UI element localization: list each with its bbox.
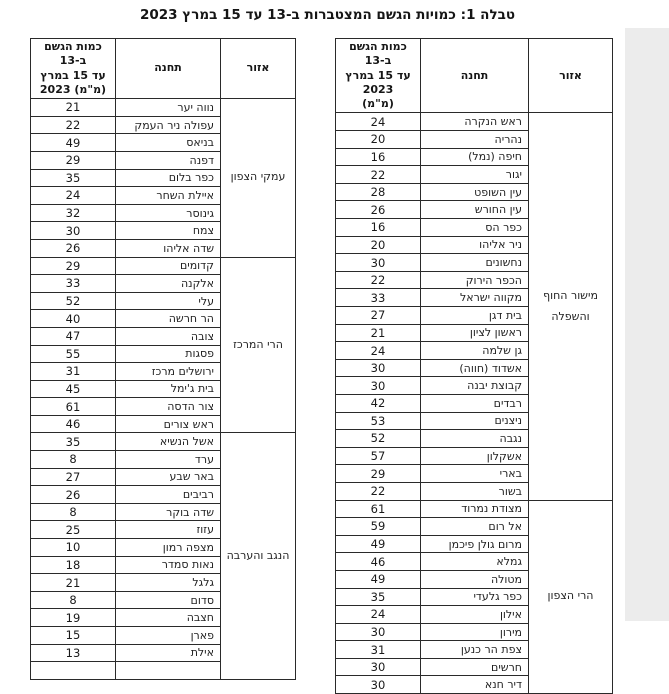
amount-header-line: 2023 (מ"מ) (39, 82, 107, 96)
station-cell: קדומים (116, 257, 221, 275)
amount-cell: 55 (31, 345, 116, 363)
amount-cell (31, 662, 116, 680)
station-cell: צפת הר כנען (421, 641, 529, 659)
amount-cell: 33 (31, 275, 116, 293)
station-cell: אילון (421, 606, 529, 624)
amount-cell: 47 (31, 327, 116, 345)
station-cell: איילת השחר (116, 187, 221, 205)
amount-cell: 30 (336, 676, 421, 694)
amount-cell: 30 (336, 658, 421, 676)
station-cell: אשקלון (421, 447, 529, 465)
station-cell: נגבה (421, 430, 529, 448)
amount-cell: 22 (336, 166, 421, 184)
table-row (31, 257, 296, 275)
rain-table-right (335, 38, 613, 694)
amount-cell: 35 (31, 169, 116, 187)
station-cell: מקווה ישראל (421, 289, 529, 307)
station-cell: כפר גלעדי (421, 588, 529, 606)
amount-cell: 30 (336, 254, 421, 272)
amount-cell: 30 (336, 377, 421, 395)
station-cell: צובה (116, 327, 221, 345)
station-cell: עפולה ניר העמק (116, 116, 221, 134)
amount-cell: 29 (31, 151, 116, 169)
station-cell: דיר חנא (421, 676, 529, 694)
amount-cell: 31 (31, 363, 116, 381)
amount-cell: 35 (336, 588, 421, 606)
table-row (336, 113, 613, 131)
region-cell: עמקי הצפון (221, 99, 296, 257)
station-cell: כפר הס (421, 219, 529, 237)
amount-cell: 30 (31, 222, 116, 240)
station-cell (116, 662, 221, 680)
station-cell: אלקנה (116, 275, 221, 293)
station-cell: עזוז (116, 521, 221, 539)
station-cell: מטולה (421, 570, 529, 588)
station-cell: בארי (421, 465, 529, 483)
amount-cell: 35 (31, 433, 116, 451)
station-cell: חיפה (נמל) (421, 148, 529, 166)
amount-cell: 21 (336, 324, 421, 342)
amount-cell: 22 (336, 271, 421, 289)
amount-cell: 61 (336, 500, 421, 518)
station-cell: ניר אליהו (421, 236, 529, 254)
amount-cell: 10 (31, 539, 116, 557)
station-column-header: תחנה (116, 39, 221, 99)
station-cell: ירושלים מרכז (116, 363, 221, 381)
amount-cell: 22 (336, 482, 421, 500)
station-cell: גן שלמה (421, 342, 529, 360)
amount-cell: 57 (336, 447, 421, 465)
amount-cell: 15 (31, 627, 116, 645)
amount-cell: 29 (31, 257, 116, 275)
amount-column-header (336, 39, 421, 113)
station-cell: חרשים (421, 658, 529, 676)
amount-cell: 27 (31, 468, 116, 486)
station-cell: צור הדסה (116, 398, 221, 416)
amount-cell: 16 (336, 148, 421, 166)
station-cell: נאות סמדר (116, 556, 221, 574)
rain-table-left (30, 38, 296, 680)
amount-cell: 21 (31, 99, 116, 117)
station-cell: פסגות (116, 345, 221, 363)
amount-cell: 8 (31, 503, 116, 521)
station-cell: בניאס (116, 134, 221, 152)
station-cell: רבדים (421, 394, 529, 412)
station-cell: ראש הנקרה (421, 113, 529, 131)
amount-cell: 22 (31, 116, 116, 134)
amount-cell: 29 (336, 465, 421, 483)
table-row (31, 433, 296, 451)
station-cell: נווה יער (116, 99, 221, 117)
region-cell: הרי המרכז (221, 257, 296, 433)
amount-cell: 19 (31, 609, 116, 627)
amount-cell: 52 (336, 430, 421, 448)
amount-cell: 61 (31, 398, 116, 416)
amount-cell: 8 (31, 451, 116, 469)
amount-cell: 13 (31, 644, 116, 662)
amount-cell: 18 (31, 556, 116, 574)
amount-cell: 42 (336, 394, 421, 412)
station-cell: גלגל (116, 574, 221, 592)
station-column-header: תחנה (421, 39, 529, 113)
station-cell: עין החורש (421, 201, 529, 219)
header-row (31, 39, 296, 99)
station-cell: ערד (116, 451, 221, 469)
amount-cell: 46 (336, 553, 421, 571)
amount-cell: 28 (336, 183, 421, 201)
station-cell: מרום גולן פיכמן (421, 535, 529, 553)
station-cell: בית ג'ימל (116, 380, 221, 398)
station-cell: אשל הנשיא (116, 433, 221, 451)
header-row (336, 39, 613, 113)
page-edge-strip (625, 28, 669, 621)
station-cell: נחשונים (421, 254, 529, 272)
amount-cell: 8 (31, 591, 116, 609)
amount-header-line: כמות הגשם ב-13 (349, 40, 407, 68)
station-cell: חצבה (116, 609, 221, 627)
amount-cell: 40 (31, 310, 116, 328)
station-cell: קבוצת יבנה (421, 377, 529, 395)
region-cell: הרי הצפון (529, 500, 613, 694)
amount-cell: 46 (31, 415, 116, 433)
station-cell: נהריה (421, 131, 529, 149)
amount-header-line: עד 15 במרץ 2023 (345, 68, 411, 96)
station-cell: שדה אליהו (116, 239, 221, 257)
station-cell: אשדוד (חווה) (421, 359, 529, 377)
station-cell: בשור (421, 482, 529, 500)
amount-column-header (31, 39, 116, 99)
station-cell: אילת (116, 644, 221, 662)
station-cell: מירון (421, 623, 529, 641)
station-cell: באר שבע (116, 468, 221, 486)
station-cell: הר חרשה (116, 310, 221, 328)
amount-cell: 25 (31, 521, 116, 539)
station-cell: צמח (116, 222, 221, 240)
amount-cell: 53 (336, 412, 421, 430)
station-cell: הכפר הירוק (421, 271, 529, 289)
amount-cell: 30 (336, 623, 421, 641)
amount-cell: 20 (336, 236, 421, 254)
station-cell: עין השופט (421, 183, 529, 201)
amount-cell: 33 (336, 289, 421, 307)
amount-cell: 24 (336, 342, 421, 360)
station-cell: דפנה (116, 151, 221, 169)
amount-cell: 27 (336, 307, 421, 325)
amount-cell: 52 (31, 292, 116, 310)
amount-cell: 31 (336, 641, 421, 659)
station-cell: יגור (421, 166, 529, 184)
amount-cell: 26 (336, 201, 421, 219)
station-cell: מצפה רמון (116, 539, 221, 557)
amount-cell: 24 (336, 606, 421, 624)
amount-cell: 20 (336, 131, 421, 149)
amount-cell: 49 (336, 535, 421, 553)
station-cell: ניצנים (421, 412, 529, 430)
amount-cell: 45 (31, 380, 116, 398)
amount-cell: 26 (31, 486, 116, 504)
region-cell: מישור החוף והשפלה (529, 113, 613, 500)
amount-cell: 24 (31, 187, 116, 205)
amount-cell: 49 (31, 134, 116, 152)
amount-cell: 32 (31, 204, 116, 222)
amount-cell: 21 (31, 574, 116, 592)
station-cell: אל רום (421, 518, 529, 536)
station-cell: שדה בוקר (116, 503, 221, 521)
page-title: טבלה 1: כמויות הגשם המצטברות ב-13 עד 15 במרץ 2023 (139, 7, 516, 23)
table-body (31, 99, 296, 680)
amount-header-line: עד 15 במרץ (40, 68, 106, 82)
table-row (31, 99, 296, 117)
station-cell: גינוסר (116, 204, 221, 222)
amount-cell: 30 (336, 359, 421, 377)
station-cell: גמלא (421, 553, 529, 571)
amount-header-line: (מ"מ) (362, 97, 394, 111)
amount-header-line: כמות הגשם ב-13 (44, 40, 102, 68)
table-row (336, 500, 613, 518)
amount-cell: 16 (336, 219, 421, 237)
amount-cell: 24 (336, 113, 421, 131)
table-body (336, 113, 613, 694)
amount-cell: 26 (31, 239, 116, 257)
region-cell: הנגב והערבה (221, 433, 296, 679)
station-cell: ראשון לציון (421, 324, 529, 342)
station-cell: כפר בלום (116, 169, 221, 187)
amount-cell: 49 (336, 570, 421, 588)
region-column-header: אזור (221, 39, 296, 99)
station-cell: רביבים (116, 486, 221, 504)
station-cell: בית דגן (421, 307, 529, 325)
station-cell: ראש צורים (116, 415, 221, 433)
region-column-header: אזור (529, 39, 613, 113)
station-cell: פארן (116, 627, 221, 645)
station-cell: סדום (116, 591, 221, 609)
amount-cell: 59 (336, 518, 421, 536)
station-cell: עלי (116, 292, 221, 310)
station-cell: מצודת נמרוד (421, 500, 529, 518)
